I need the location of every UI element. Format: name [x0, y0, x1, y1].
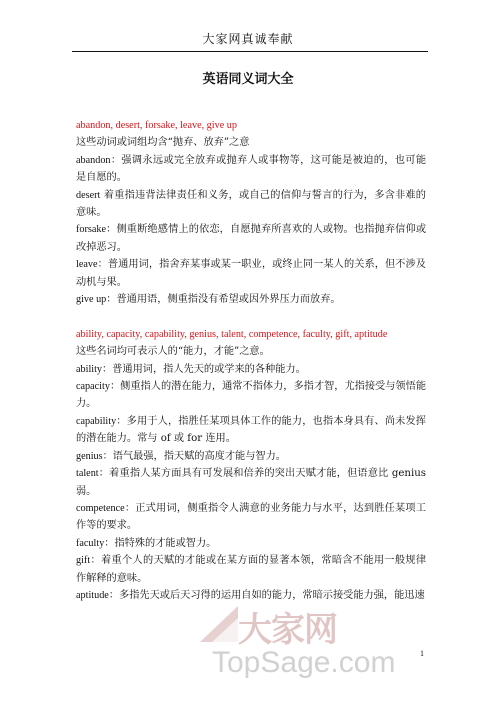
- entry-term: gift: [76, 555, 91, 567]
- entry: [76, 187, 426, 222]
- entry-separator: ：: [104, 537, 115, 549]
- entry-definition: 侧重指人的潜在能力，通常不指体力，多指才智，尤指接受与领悟能力。: [76, 381, 427, 410]
- entry-term: forsake: [76, 224, 106, 236]
- entry-definition: 指特殊的才能或智力。: [114, 537, 217, 549]
- entry: [76, 413, 426, 448]
- topsage-watermark: [198, 602, 398, 698]
- entry-separator: ：: [116, 415, 127, 427]
- entry-term: desert: [76, 189, 101, 201]
- synonym-groups: [76, 117, 426, 604]
- entry-definition: 多用于人，指胜任某项具体工作的能力，也指本身具有、尚未发挥的潜在能力。常与 of 或 for 连用。: [76, 415, 426, 445]
- entry-separator: ：: [90, 555, 101, 567]
- entry-term: abandon: [76, 154, 111, 166]
- entry-separator: ：: [106, 294, 117, 306]
- entry: [76, 535, 426, 552]
- group-heading: abandon, desert, forsake, leave, give up: [76, 120, 237, 131]
- entry: [76, 448, 426, 465]
- entry: [76, 221, 426, 256]
- synonym-group: [76, 117, 426, 308]
- entry-definition: 普通用语，侧重指没有希望或因外界压力而放弃。: [116, 294, 341, 306]
- entry: [76, 291, 426, 308]
- entry-term: competence: [76, 502, 125, 514]
- entry-definition: 着重个人的天赋的才能或在某方面的显著本领，常暗含不能用一般规律作解释的意味。: [76, 555, 427, 584]
- entry-definition: 普通用词，指舍弃某事或某一职业，或终止同一某人的关系，但不涉及动机与果。: [76, 259, 426, 288]
- entry: [76, 378, 426, 413]
- group-heading: ability, capacity, capability, genius, talent, competence, faculty, gift, aptitude: [76, 328, 388, 340]
- group-intro: 这些名词均可表示人的“能力，才能”之意。: [76, 346, 270, 358]
- document-title: 英语同义词大全: [202, 72, 294, 87]
- group-intro: 这些动词或词组均含“抛弃、放弃”之意: [76, 137, 250, 149]
- entry-separator: ：: [109, 381, 121, 393]
- entry-separator: ：: [105, 224, 117, 236]
- entry-definition: 普通用词，指人先天的或学来的各种能力。: [112, 363, 306, 375]
- entry-term: faculty: [76, 537, 105, 549]
- synonym-group: [76, 326, 426, 605]
- entry-separator: ：: [98, 468, 110, 480]
- entry-term: ability: [76, 363, 103, 375]
- entry-definition: 着重指人某方面具有可发展和倍养的突出天赋才能，但语意比 genius 弱。: [76, 468, 427, 497]
- entry: [76, 361, 426, 378]
- entry-separator: ：: [102, 363, 113, 375]
- entry-definition: 强调永远或完全放弃或抛弃人或事物等，这可能是被迫的，也可能是自愿的。: [76, 154, 427, 184]
- entry-separator: ：: [124, 502, 136, 514]
- entry-definition: 侧重断绝感情上的依恋，自愿抛弃所喜欢的人或物。也指抛弃信仰或改掉恶习。: [76, 224, 427, 253]
- entry-separator: ：: [108, 589, 120, 601]
- page-header: 大家网真诚奉献: [202, 32, 294, 46]
- entry-term: talent: [76, 468, 99, 480]
- entry-separator: ：: [97, 259, 108, 271]
- entry-separator: ：: [102, 450, 113, 462]
- entry: [76, 152, 426, 187]
- watermark-cn: 大家网: [238, 611, 337, 649]
- header-rule: [72, 51, 428, 52]
- entry-definition: 着重指违背法律责任和义务，或自己的信仰与誓言的行为，多含非难的意味。: [76, 189, 426, 219]
- entry-term: capability: [76, 415, 117, 427]
- entry: [76, 552, 426, 587]
- entry-definition: 语气最强，指天赋的高度才能与智力。: [112, 450, 286, 462]
- entry-term: aptitude: [76, 589, 109, 601]
- page-number: 1: [420, 649, 424, 658]
- watermark-en: TopSage.com: [212, 646, 396, 679]
- entry: [76, 256, 426, 291]
- watermark-logo-icon: [198, 602, 242, 646]
- group-gap: [76, 308, 426, 325]
- entry-term: capacity: [76, 381, 110, 393]
- entry-definition: 多指先天或后天习得的运用自如的能力，常暗示接受能力强，能迅速: [119, 589, 425, 601]
- entry: [76, 500, 426, 535]
- document-body: [76, 117, 426, 604]
- entry-separator: ：: [110, 154, 122, 166]
- entry: [76, 465, 426, 500]
- entry-term: leave: [76, 259, 98, 271]
- entry: [76, 587, 426, 604]
- entry-term: give up: [76, 294, 107, 306]
- entry-definition: 正式用词，侧重指令人满意的业务能力与水平，达到胜任某项工作等的要求。: [76, 502, 427, 532]
- entry-term: genius: [76, 450, 103, 462]
